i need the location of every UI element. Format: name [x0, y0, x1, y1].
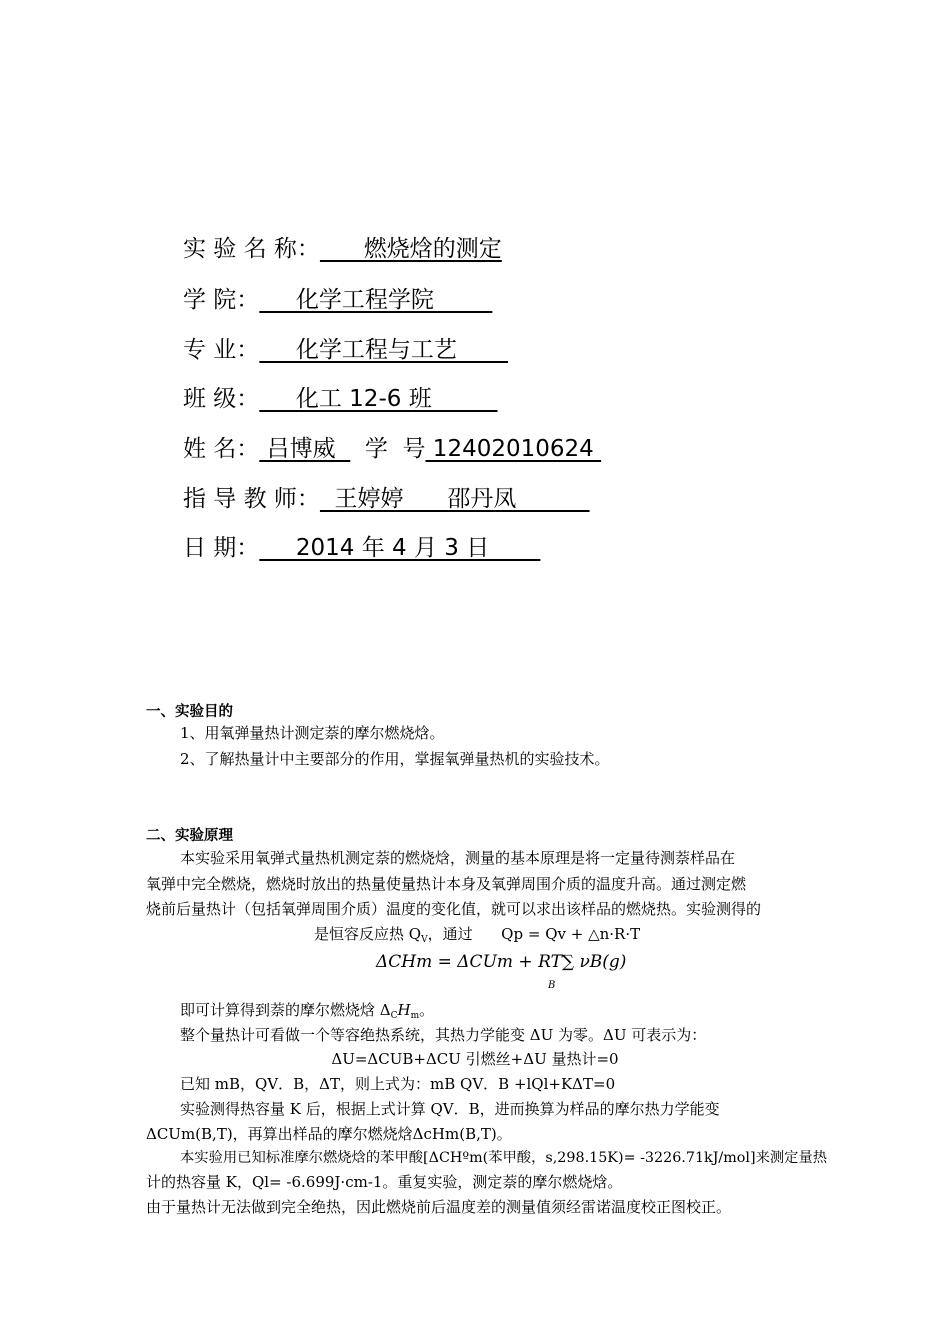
list-item: 1、用氧弹量热计测定萘的摩尔燃烧焓。: [180, 724, 445, 742]
paragraph-line: [314, 924, 640, 950]
equation-internal-energy: ΔU=ΔCUB+ΔCU 引燃丝+ΔU 量热计=0: [331, 1050, 619, 1068]
paragraph-line: 本实验用已知标准摩尔燃烧焓的苯甲酸[ΔCHºm(苯甲酸，s,298.15K)= -3226.71kJ/mol]来测定量热: [180, 1150, 828, 1166]
cover-label: 专 业：: [183, 337, 260, 363]
cover-value: 化学工程学院: [259, 287, 493, 313]
equation-enthalpy: [376, 952, 626, 972]
cover-value: 2014 年 4 月 3 日: [259, 535, 541, 561]
paragraph-line: ΔCUm(B,T)，再算出样品的摩尔燃烧焓ΔcHm(B,T)。: [146, 1125, 512, 1143]
subscript: V: [421, 935, 428, 945]
text: 即可计算得到萘的摩尔燃烧焓 Δ: [180, 1001, 391, 1019]
paragraph-line: 计的热容量 K，Ql= -6.699J·cm-1。重复实验，测定萘的摩尔燃烧焓。: [146, 1173, 623, 1191]
cover-label: 指 导 教 师：: [183, 486, 320, 512]
cover-value: 化工 12-6 班: [259, 386, 498, 412]
paragraph-line: 整个量热计可看做一个等容绝热系统，其热力学能变 ΔU 为零。ΔU 可表示为：: [180, 1026, 707, 1044]
cover-label: 姓 名：: [183, 436, 260, 462]
paragraph-line: 已知 mB，QV．B，ΔT，则上式为：mB QV．B +lQl+KΔT=0: [180, 1075, 616, 1093]
cover-row-major: [183, 335, 508, 365]
cover-label: 班 级：: [183, 386, 260, 412]
cover-value: 化学工程与工艺: [259, 337, 509, 363]
paragraph-line: 由于量热计无法做到完全绝热，因此燃烧前后温度差的测量值须经雷诺温度校正图校正。: [146, 1198, 732, 1216]
text: 是恒容反应热 Q: [314, 925, 422, 943]
cover-label: 学 院：: [183, 287, 260, 313]
cover-value-student-id: 12402010624: [425, 436, 602, 462]
cover-value: 王婷婷 邵丹凤: [319, 486, 590, 512]
cover-label: 实 验 名 称：: [183, 236, 320, 262]
paragraph-line: 本实验采用氧弹式量热机测定萘的燃烧焓，测量的基本原理是将一定量待测萘样品在: [180, 849, 736, 867]
cover-row-college: [183, 285, 492, 315]
cover-value: 燃烧焓的测定: [319, 236, 502, 262]
paragraph-line: 氧弹中完全燃烧，燃烧时放出的热量使量热计本身及氧弹周围介质的温度升高。通过测定燃: [146, 875, 747, 893]
cover-row-class: [183, 384, 498, 414]
text: ，通过 Qp = Qv + △n·R·T: [427, 925, 641, 943]
paragraph-line: 烧前后量热计（包括氧弹周围介质）温度的变化值，就可以求出该样品的燃烧热。实验测得的: [146, 900, 762, 918]
section-heading: 一、实验目的: [146, 704, 233, 720]
cover-row-advisor: [183, 484, 590, 514]
equation-text: ΔCHm = ΔCUm + RT∑ νB(g): [376, 952, 627, 972]
cover-row-name: [183, 434, 601, 464]
cover-row-date: [183, 533, 540, 563]
equation-sum-index: B: [548, 980, 556, 991]
cover-row-experiment-name: [183, 234, 502, 264]
list-item: 2、了解热量计中主要部分的作用，掌握氧弹量热机的实验技术。: [180, 750, 610, 768]
section-heading: 二、实验原理: [146, 828, 233, 844]
paragraph-line: 实验测得热容量 K 后，根据上式计算 QV．B，进而换算为样品的摩尔热力学能变: [180, 1100, 720, 1118]
cover-label-student-id: 学 号: [350, 436, 426, 462]
paragraph-line: 即可计算得到萘的摩尔燃烧焓 $\Delta_CH_m$。: [180, 1001, 435, 1021]
cover-label: 日 期：: [183, 535, 260, 561]
cover-value: 吕博威: [259, 436, 351, 462]
